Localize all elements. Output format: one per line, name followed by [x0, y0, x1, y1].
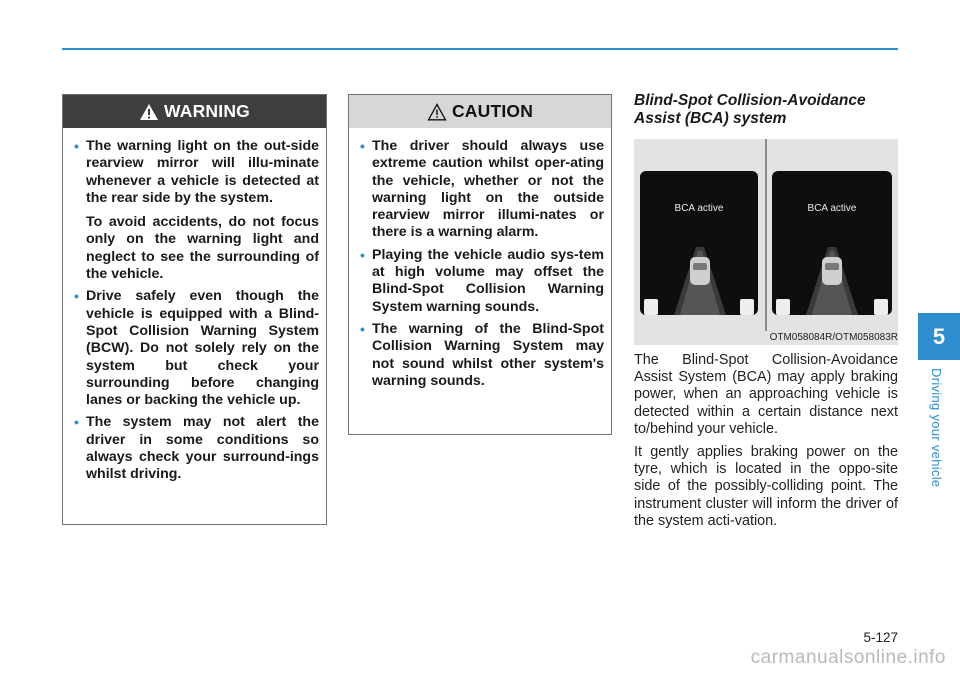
page-number: 5-127	[863, 630, 898, 645]
caution-title: CAUTION	[451, 101, 534, 121]
warning-title: WARNING	[164, 101, 250, 121]
bca-displays-svg	[634, 139, 898, 345]
warning-zone-icon	[776, 299, 790, 315]
right-display-text: BCA active	[807, 203, 857, 214]
caution-item	[360, 138, 604, 242]
left-cluster-display	[640, 171, 758, 315]
warning-item	[74, 288, 319, 409]
bullet-icon: •	[74, 138, 79, 154]
chapter-label	[929, 368, 950, 508]
caution-item-text: The driver should always use extreme caution whilst oper-ating the vehicle, whether or not the warning light on the outside rearview mirror illumi-nates or there is a warning alarm.	[372, 138, 604, 241]
bullet-icon: •	[360, 246, 365, 263]
watermark: carmanualsonline.info	[750, 647, 946, 668]
warning-body	[63, 128, 326, 499]
warning-item-text: The warning light on the out-side rearview mirror will illu-minate whenever a vehicle is detected at the rear side by the system.	[86, 138, 319, 206]
warning-zone-icon	[874, 299, 888, 315]
warning-item-text: To avoid accidents, do not focus only on the warning light and neglect to see the surrounding of the vehicle.	[86, 214, 319, 283]
chapter-number: 5	[932, 323, 946, 349]
caution-item-text: The warning of the Blind-Spot Collision Warning System may not sound whilst other system's warning sounds.	[372, 320, 604, 389]
warning-item-text: The system may not alert the driver in some conditions so always check your surround-ings whilst driving.	[86, 414, 319, 483]
figure-code: OTM058084R/OTM058083R	[769, 332, 898, 343]
right-cluster-display	[772, 171, 892, 315]
caution-item-text: Playing the vehicle audio sys-tem at high volume may offset the Blind-Spot Collision Warning System warning sounds.	[372, 246, 604, 315]
warning-zone-icon	[740, 299, 754, 315]
warning-item-text: Drive safely even though the vehicle is equipped with a Blind-Spot Collision Warning System (BCW). Do not solely rely on the system but check your surrounding before changing lanes or backing the vehicle up.	[86, 288, 319, 409]
car-icon	[690, 257, 710, 285]
caution-triangle-icon	[427, 103, 447, 121]
body-paragraph: The Blind-Spot Collision-Avoidance Assist System (BCA) may apply braking power, when an approaching vehicle is detected within a certain distance next to/behind your vehicle.	[634, 352, 898, 437]
body-paragraph: It gently applies braking power on the tyre, which is located in the oppo-site side of the possibly-colliding point. The instrument cluster will inform the driver of the system acti-vation.	[634, 444, 898, 529]
bullet-icon: •	[74, 288, 79, 305]
caution-box	[348, 94, 612, 435]
top-rule	[62, 48, 898, 50]
warning-header	[63, 95, 326, 128]
chapter-label-text: Driving your vehicle	[929, 368, 944, 488]
section-body	[634, 352, 898, 536]
warning-triangle-icon	[139, 103, 159, 121]
bullet-icon: •	[360, 320, 365, 337]
section-title	[634, 92, 898, 128]
caution-body	[349, 128, 611, 405]
warning-box	[62, 94, 327, 525]
warning-item	[74, 138, 319, 283]
section-title-line: Blind-Spot Collision-Avoidance	[634, 92, 866, 109]
warning-zone-icon	[644, 299, 658, 315]
car-icon	[822, 257, 842, 285]
caution-item	[360, 247, 604, 316]
left-display-text: BCA active	[674, 203, 724, 214]
bullet-icon: •	[74, 414, 79, 431]
caution-item	[360, 321, 604, 390]
chapter-tab	[918, 313, 960, 360]
section-title-line: Assist (BCA) system	[634, 110, 787, 127]
bullet-icon: •	[360, 138, 365, 154]
caution-header	[349, 95, 611, 128]
bca-illustration	[634, 139, 898, 345]
warning-item	[74, 414, 319, 483]
